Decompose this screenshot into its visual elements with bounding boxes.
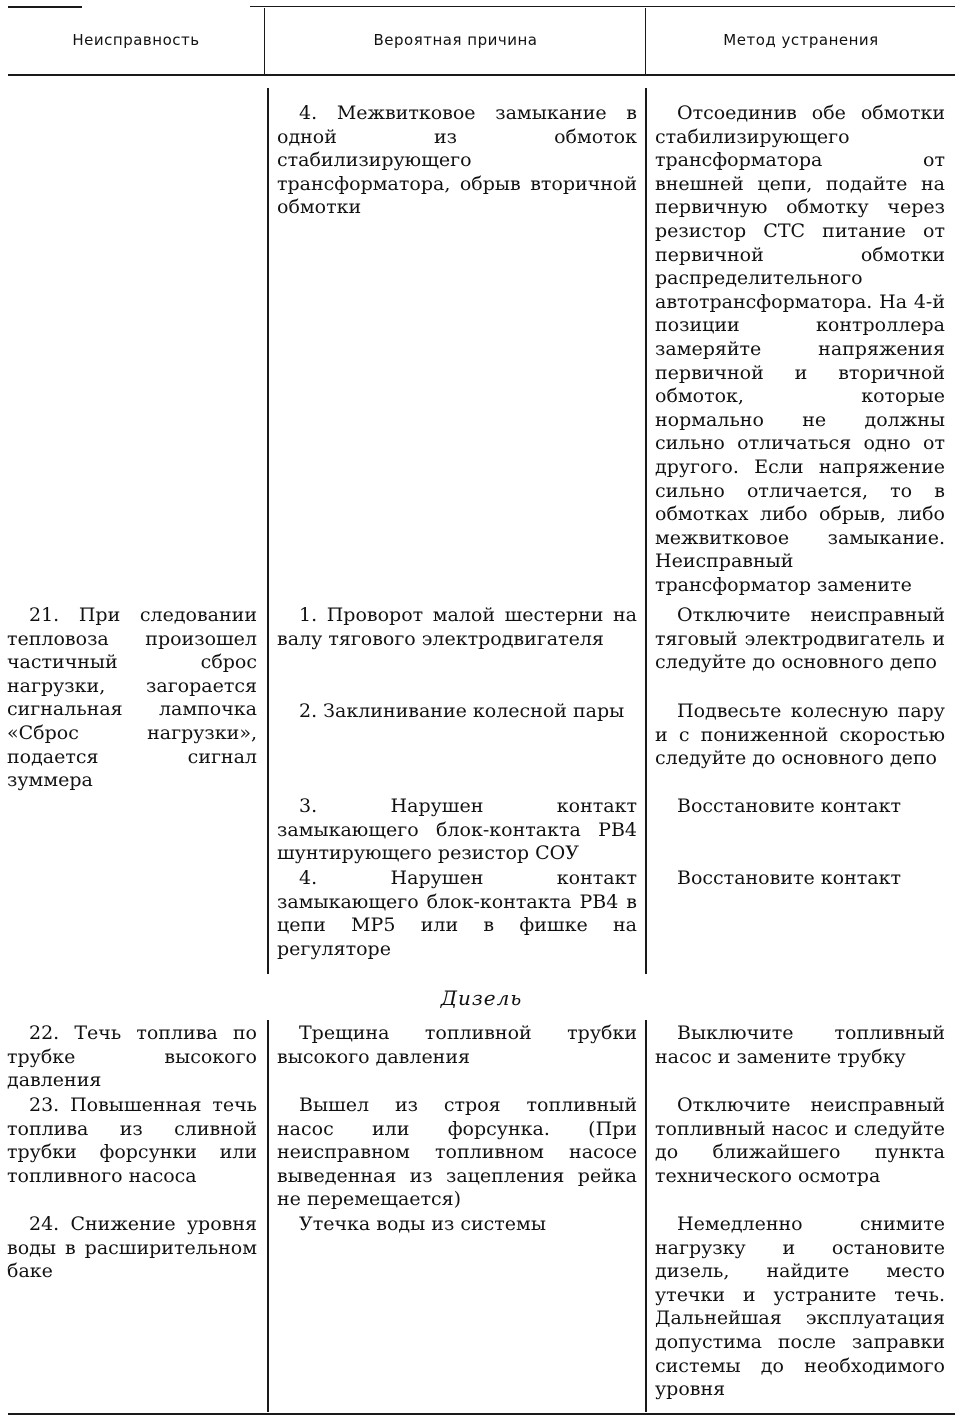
bottom-rule [8, 1413, 955, 1415]
remedy-20-4: Отсоединив обе обмотки стабилизирующего трансформатора от внешней цепи, подайте на первичную обмотку через резистор СТС питание от первичной обмотки распределительного автотрансформатора. На 4-й позиции контроллера замеряйте напряжения первичной и вторичной обмоток, которые нормально не должны сильно отличаться одно от другого. Если напряжение сильно отличается, то в обмотках либо обрыв, либо межвитковое замыкание. Неисправный трансформатор замените [655, 102, 945, 596]
header-divider-2 [645, 8, 646, 74]
remedy-24: Немедленно снимите нагрузку и остановите дизель, найдите место утечки и устраните течь. Дальнейшая эксплуатация допустима после заправки системы до необходимого уровня [655, 1213, 945, 1401]
remedy-23: Отключите неисправный топливный насос и следуйте до ближайшего пункта технического осмотра [655, 1094, 945, 1187]
fault-24: 24. Снижение уровня воды в расширительном баке [7, 1213, 257, 1283]
section-title-diesel: Дизель [440, 986, 523, 1010]
header-divider-1 [264, 8, 265, 74]
header-remedy: Метод устранения [723, 31, 879, 49]
cause-23: Вышел из строя топливный насос или форсунка. (При неисправном топливном насосе выведенная из зацепления рейка не перемещается) [277, 1094, 637, 1211]
lower-divider-2 [645, 1020, 647, 1412]
remedy-21-3: Восстановите контакт [677, 795, 901, 817]
top-rule-right [250, 6, 955, 7]
fault-22: 22. Течь топлива по трубке высокого давления [7, 1022, 257, 1092]
cause-21-2: 2. Заклинивание колесной пары [299, 700, 625, 722]
remedy-21-4: Восстановите контакт [677, 867, 901, 889]
header-cause: Вероятная причина [373, 31, 538, 49]
cause-20-4: 4. Межвитковое замыкание в одной из обмоток стабилизирующего трансформатора, обрыв вторичной обмотки [277, 102, 637, 219]
fault-21: 21. При следовании тепловоза произошел частичный сброс нагрузки, загорается сигнальная лампочка «Сброс нагрузки», подается сигнал зуммера [7, 604, 257, 792]
upper-divider-2 [645, 88, 647, 974]
fault-23: 23. Повышенная течь топлива из сливной трубки форсунки или топливного насоса [7, 1094, 257, 1187]
lower-divider-1 [267, 1020, 269, 1412]
remedy-22: Выключите топливный насос и замените трубку [655, 1022, 945, 1068]
header-fault: Неисправность [72, 31, 200, 49]
top-rule-left [8, 6, 82, 8]
upper-divider-1 [267, 88, 269, 974]
cause-21-3: 3. Нарушен контакт замыкающего блок-контакта РВ4 шунтирующего резистор СОУ [277, 795, 637, 865]
cause-24: Утечка воды из системы [299, 1213, 546, 1235]
cause-22: Трещина топливной трубки высокого давления [277, 1022, 637, 1068]
remedy-21-1: Отключите неисправный тяговый электродвигатель и следуйте до основного депо [655, 604, 945, 674]
header-rule [8, 74, 955, 76]
cause-21-4: 4. Нарушен контакт замыкающего блок-контакта РВ4 в цепи МР5 или в фишке на регуляторе [277, 867, 637, 960]
remedy-21-2: Подвесьте колесную пару и с пониженной скоростью следуйте до основного депо [655, 700, 945, 770]
cause-21-1: 1. Проворот малой шестерни на валу тягового электродвигателя [277, 604, 637, 650]
